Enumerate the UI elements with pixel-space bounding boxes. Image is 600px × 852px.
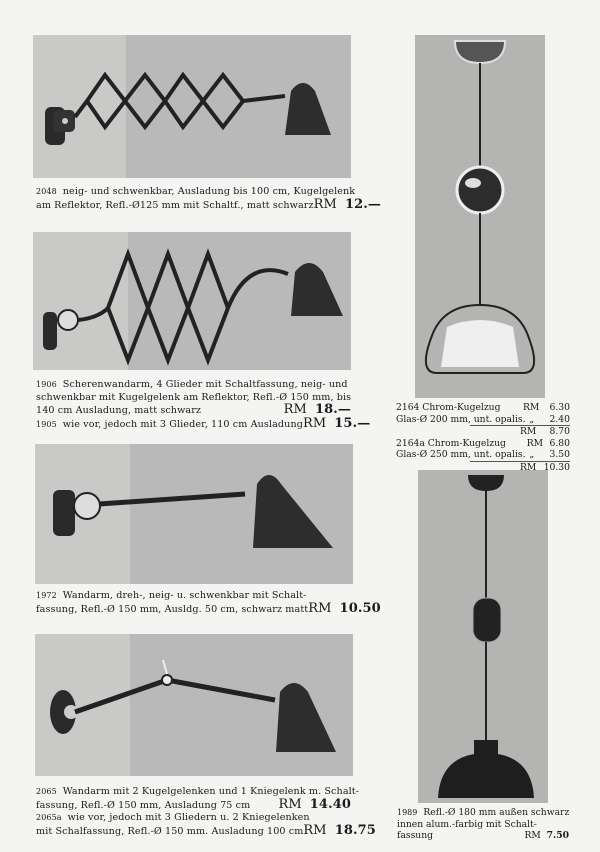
item-description: fassung (397, 830, 434, 841)
item-description: Wandarm mit 2 Kugelgelenken und 1 Kniegelenk m. Schalt- (62, 786, 360, 797)
price: RM 12.— (313, 196, 381, 212)
chrome-pendant-illustration (415, 35, 545, 398)
price-row: Glas-Ø 250 mm, unt. opalis. „ 3.50 (396, 449, 570, 460)
price-row: Glas-Ø 200 mm, unt. opalis. „ 2.40 (396, 413, 570, 425)
product-photo-1906 (33, 232, 351, 370)
product-photo-2048 (33, 35, 351, 178)
caption-1972 (36, 590, 381, 616)
caption-2065 (36, 786, 376, 838)
price-table-2164 (396, 402, 570, 473)
item-description: am Reflektor, Refl.-Ø125 mm mit Schaltf., matt schwarz (36, 199, 314, 211)
item-description: mit Schalfassung, Refl.-Ø 150 mm. Ausladung 100 cm (36, 825, 304, 837)
item-description: Refl.-Ø 180 mm außen schwarz (423, 807, 570, 818)
item-description: 140 cm Ausladung, matt schwarz (36, 405, 202, 416)
black-pendant-illustration (418, 470, 548, 803)
caption-line (36, 379, 351, 392)
item-number: 2065a (36, 813, 62, 822)
price-row: 2164 Chrom-Kugelzug RM 6.30 (396, 402, 570, 413)
price: RM 15.— (302, 415, 371, 431)
caption-1989 (397, 807, 569, 842)
caption-1906 (36, 379, 371, 431)
item-description: fassung, Refl.-Ø 150 mm, Ausldg. 50 cm, schwarz matt (36, 603, 309, 615)
price: RM 10.50 (308, 600, 381, 616)
item-number: 2048 (36, 187, 57, 196)
caption-line (36, 796, 351, 813)
price-row: 2164a Chrom-Kugelzug RM 6.80 (396, 437, 570, 449)
caption-2048 (36, 186, 381, 212)
item-number: 2065 (36, 787, 57, 796)
item-description: Scherenwandarm, 4 Glieder mit Schaltfassung, neig- und (62, 379, 348, 390)
price: RM 18.— (283, 402, 351, 417)
product-photo-2065 (35, 634, 353, 776)
caption-line (36, 196, 381, 213)
item-number: 1989 (397, 808, 418, 817)
wall-arm-lamp-illustration (35, 444, 353, 584)
caption-line (36, 415, 371, 432)
scissor-lamp-illustration (33, 35, 351, 178)
caption-line (36, 600, 381, 617)
scissor-lamp-illustration (33, 232, 351, 370)
caption-line (36, 786, 360, 799)
item-number: 1905 (36, 419, 57, 429)
price-total-row: RM 8.70 (470, 425, 570, 438)
item-number: 1972 (36, 591, 57, 600)
item-description: neig- und schwenkbar, Ausladung bis 100 cm, Kugelgelenk (62, 186, 356, 197)
item-description: schwenkbar mit Kugelgelenk am Reflektor, Refl.-Ø 150 mm, bis (36, 391, 352, 403)
caption-line (36, 822, 376, 839)
caption-line (397, 819, 569, 831)
item-description: fassung, Refl.-Ø 150 mm, Ausladung 75 cm (36, 799, 251, 811)
item-description: wie vor, jedoch mit 3 Gliedern u. 2 Kniegelenken (67, 812, 310, 823)
knee-joint-lamp-illustration (35, 634, 353, 776)
price: RM 18.75 (303, 822, 376, 838)
product-photo-1972 (35, 444, 353, 584)
item-description: Wandarm, dreh-, neig- u. schwenkbar mit Schalt- (62, 590, 307, 601)
caption-line (397, 807, 569, 819)
price: RM 14.40 (278, 796, 351, 812)
item-description: wie vor, jedoch mit 3 Glieder, 110 cm Ausladung (62, 418, 303, 430)
product-photo-1989 (418, 470, 548, 803)
item-number: 1906 (36, 380, 57, 389)
caption-line (397, 830, 569, 842)
caption-line (36, 590, 351, 603)
price: RM 7.50 (524, 830, 569, 841)
price-total-row: RM 10.30 (470, 461, 570, 474)
item-description: innen alum.-farbig mit Schalt- (397, 818, 537, 830)
product-photo-2164 (415, 35, 545, 398)
caption-line (36, 186, 356, 199)
